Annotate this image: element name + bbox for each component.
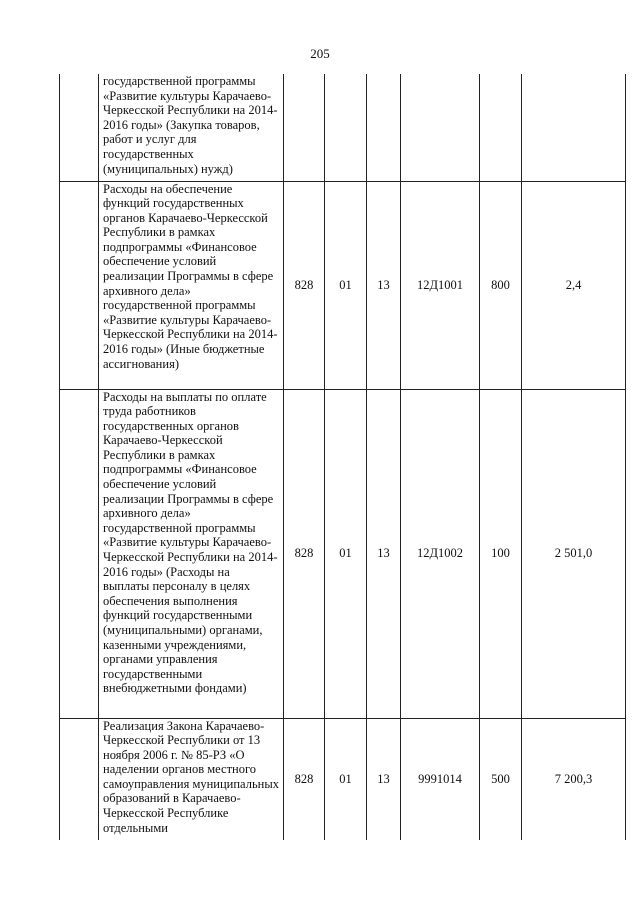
amount-cell: 2 501,0 — [522, 389, 626, 718]
section-code-cell: 01 — [325, 181, 367, 389]
expense-type-cell: 800 — [480, 181, 522, 389]
section-code-cell: 01 — [325, 718, 367, 840]
row-number-cell — [60, 718, 99, 840]
subsection-code-cell: 13 — [367, 389, 401, 718]
row-number-cell — [60, 389, 99, 718]
subsection-code-cell: 13 — [367, 181, 401, 389]
section-code-cell — [325, 74, 367, 181]
expense-type-cell — [480, 74, 522, 181]
row-number-cell — [60, 181, 99, 389]
target-code-cell — [401, 74, 480, 181]
amount-cell: 7 200,3 — [522, 718, 626, 840]
table-row — [60, 718, 626, 840]
subsection-code-cell: 13 — [367, 718, 401, 840]
table-row — [60, 181, 626, 389]
amount-cell — [522, 74, 626, 181]
budget-table — [59, 74, 626, 840]
description-cell: Расходы на выплаты по оплате труда работников государственных органов Карачаево-Черкесской Республики в рамках подпрограммы «Финансовое обеспечение условий реализации Программы в сфере архивного дела» государственной программы «Развитие культуры Карачаево-Черкесской Республики на 2014-2016 годы» (Расходы на выплаты персоналу в целях обеспечения выполнения функций государственными (муниципальными) органами, казенными учреждениями, органами управления государственными внебюджетными фондами) — [99, 389, 284, 718]
table-row — [60, 74, 626, 181]
description-cell: государственной программы «Развитие культуры Карачаево-Черкесской Республики на 2014-2016 годы» (Закупка товаров, работ и услуг для государственных (муниципальных) нужд) — [99, 74, 284, 181]
target-code-cell: 12Д1001 — [401, 181, 480, 389]
ministry-code-cell — [284, 74, 325, 181]
ministry-code-cell: 828 — [284, 389, 325, 718]
expense-type-cell: 100 — [480, 389, 522, 718]
description-cell: Расходы на обеспечение функций государственных органов Карачаево-Черкесской Республики в рамках подпрограммы «Финансовое обеспечение условий реализации Программы в сфере архивного дела» государственной программы «Развитие культуры Карачаево-Черкесской Республики на 2014-2016 годы» (Иные бюджетные ассигнования) — [99, 181, 284, 389]
expense-type-cell: 500 — [480, 718, 522, 840]
ministry-code-cell: 828 — [284, 181, 325, 389]
target-code-cell: 9991014 — [401, 718, 480, 840]
target-code-cell: 12Д1002 — [401, 389, 480, 718]
description-cell: Реализация Закона Карачаево-Черкесской Республики от 13 ноября 2006 г. № 85-РЗ «О наделении органов местного самоуправления муниципальных образований в Карачаево-Черкесской Республике отдельными — [99, 718, 284, 840]
section-code-cell: 01 — [325, 389, 367, 718]
subsection-code-cell — [367, 74, 401, 181]
ministry-code-cell: 828 — [284, 718, 325, 840]
page-number: 205 — [310, 46, 330, 61]
amount-cell: 2,4 — [522, 181, 626, 389]
row-number-cell — [60, 74, 99, 181]
table-row — [60, 389, 626, 718]
